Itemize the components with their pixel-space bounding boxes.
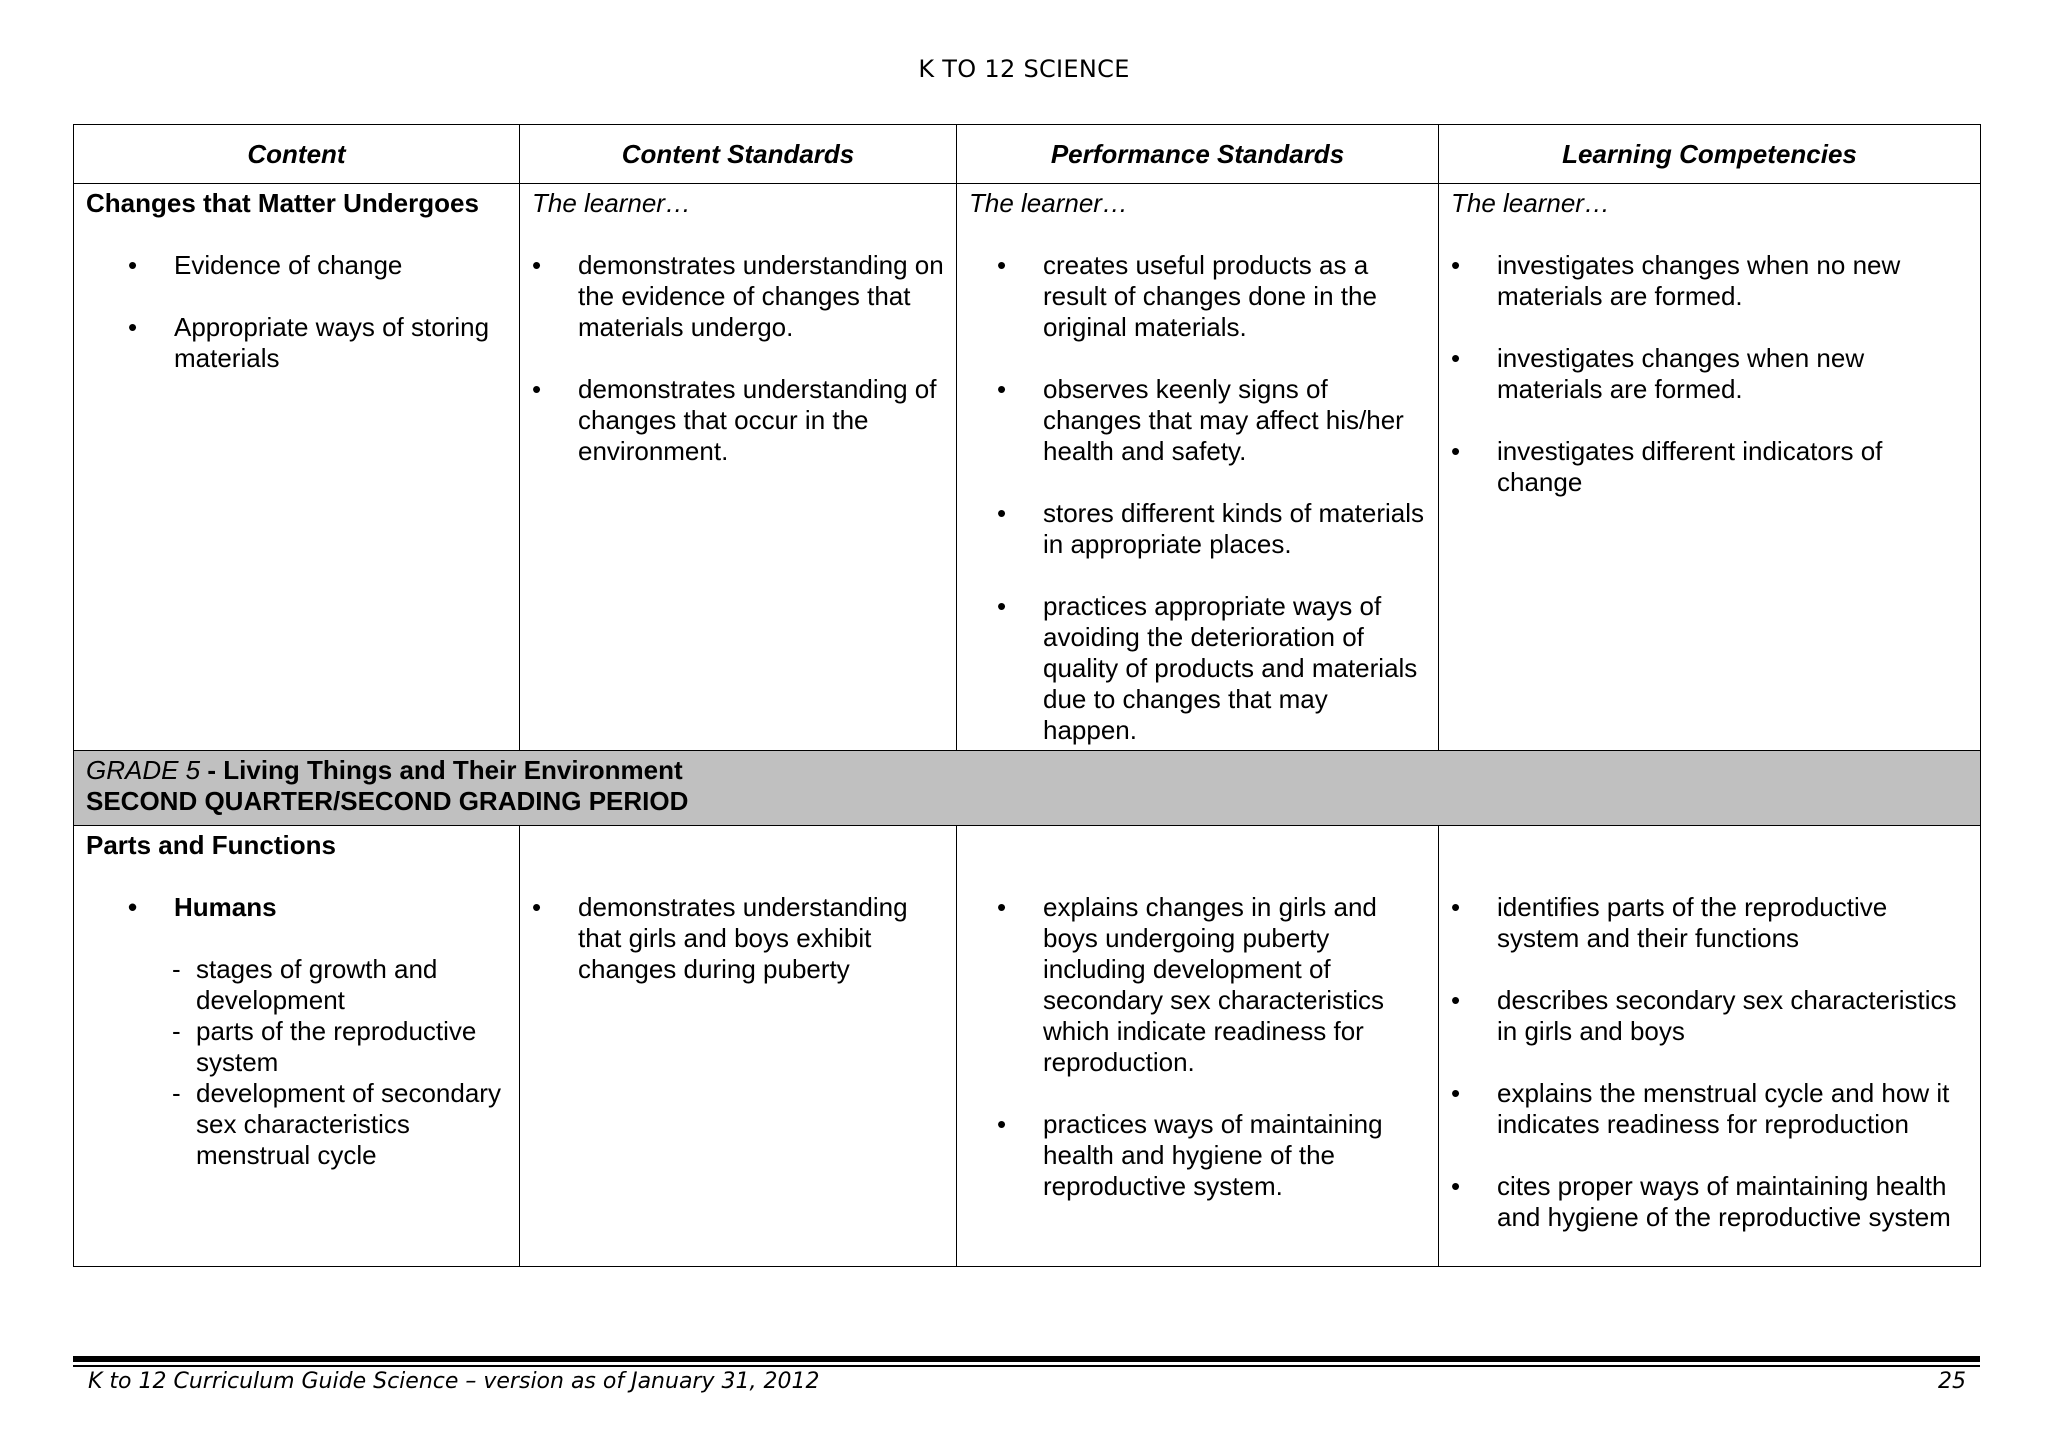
learning-competencies-list [1451, 250, 1968, 498]
list-item: • practices ways of maintaining health and hygiene of the reproductive system. [969, 1109, 1426, 1202]
column-header-performance-standards: Performance Standards [957, 125, 1439, 184]
list-item: • describes secondary sex characteristics in girls and boys [1451, 985, 1968, 1047]
list-item: menstrual cycle [196, 1140, 377, 1170]
list-item: • identifies parts of the reproductive system and their functions [1451, 892, 1968, 954]
list-item: • practices appropriate ways of avoiding the deterioration of quality of products and materials due to changes that may happen. [969, 591, 1426, 746]
list-item: • stores different kinds of materials in appropriate places. [969, 498, 1426, 560]
performance-standards-cell [957, 826, 1439, 1267]
page-number: 25 [1938, 1369, 1966, 1394]
column-header-content-standards: Content Standards [520, 125, 957, 184]
grade-band-line [86, 755, 1968, 786]
list-item: • demonstrates understanding that girls and boys exhibit changes during puberty [532, 892, 944, 985]
learning-competencies-list [1451, 892, 1968, 1233]
learner-intro: The learner… [532, 188, 691, 218]
grade-label: GRADE 5 [86, 755, 201, 785]
footer-text: K to 12 Curriculum Guide Science – version as of January 31, 2012 [88, 1369, 820, 1394]
list-item: • creates useful products as a result of changes done in the original materials. [969, 250, 1426, 343]
learning-competencies-cell [1439, 184, 1981, 751]
curriculum-table [73, 124, 1981, 1267]
page-header: K TO 12 SCIENCE [918, 55, 1130, 83]
content-standards-cell [520, 184, 957, 751]
content-title: Changes that Matter Undergoes [86, 188, 479, 218]
performance-standards-list [969, 892, 1426, 1202]
performance-standards-cell [957, 184, 1439, 751]
table-header-row [74, 125, 1981, 184]
list-item: • cites proper ways of maintaining health and hygiene of the reproductive system [1451, 1171, 1968, 1233]
learner-intro: The learner… [969, 188, 1128, 218]
list-item: • explains changes in girls and boys undergoing puberty including development of secondary sex characteristics which indicate readiness for reproduction. [969, 892, 1426, 1078]
performance-standards-list [969, 250, 1426, 746]
list-item: • observes keenly signs of changes that may affect his/her health and safety. [969, 374, 1426, 467]
learner-intro: The learner… [1451, 188, 1610, 218]
content-sublist [86, 954, 507, 1171]
table-row [74, 184, 1981, 751]
table-row [74, 826, 1981, 1267]
content-cell [74, 184, 520, 751]
column-header-learning-competencies: Learning Competencies [1439, 125, 1981, 184]
list-item: • investigates different indicators of change [1451, 436, 1968, 498]
content-cell [74, 826, 520, 1267]
list-item: • explains the menstrual cycle and how it indicates readiness for reproduction [1451, 1078, 1968, 1140]
content-standards-list [532, 250, 944, 467]
list-item: - stages of growth and development [86, 954, 507, 1016]
grade-topic: - Living Things and Their Environment [200, 755, 683, 785]
content-list [86, 250, 507, 374]
column-header-content: Content [74, 125, 520, 184]
content-standards-cell [520, 826, 957, 1267]
list-item: • investigates changes when new materials are formed. [1451, 343, 1968, 405]
grading-period: SECOND QUARTER/SECOND GRADING PERIOD [86, 786, 689, 816]
footer-rule [73, 1356, 1980, 1362]
list-item: • Appropriate ways of storing materials [86, 312, 507, 374]
content-list [86, 892, 507, 923]
list-item: • Humans [86, 892, 507, 923]
grade-band-cell [74, 751, 1981, 826]
list-item: • demonstrates understanding of changes that occur in the environment. [532, 374, 944, 467]
list-item: • demonstrates understanding on the evidence of changes that materials undergo. [532, 250, 944, 343]
grade-band-row [74, 751, 1981, 826]
content-standards-list [532, 892, 944, 985]
learning-competencies-cell [1439, 826, 1981, 1267]
list-item: • investigates changes when no new materials are formed. [1451, 250, 1968, 312]
footer-rule [73, 1365, 1980, 1367]
list-item: • Evidence of change [86, 250, 507, 281]
list-item: - parts of the reproductive system [86, 1016, 507, 1078]
content-title: Parts and Functions [86, 830, 336, 860]
list-item: - development of secondary sex characteristics [86, 1078, 507, 1140]
